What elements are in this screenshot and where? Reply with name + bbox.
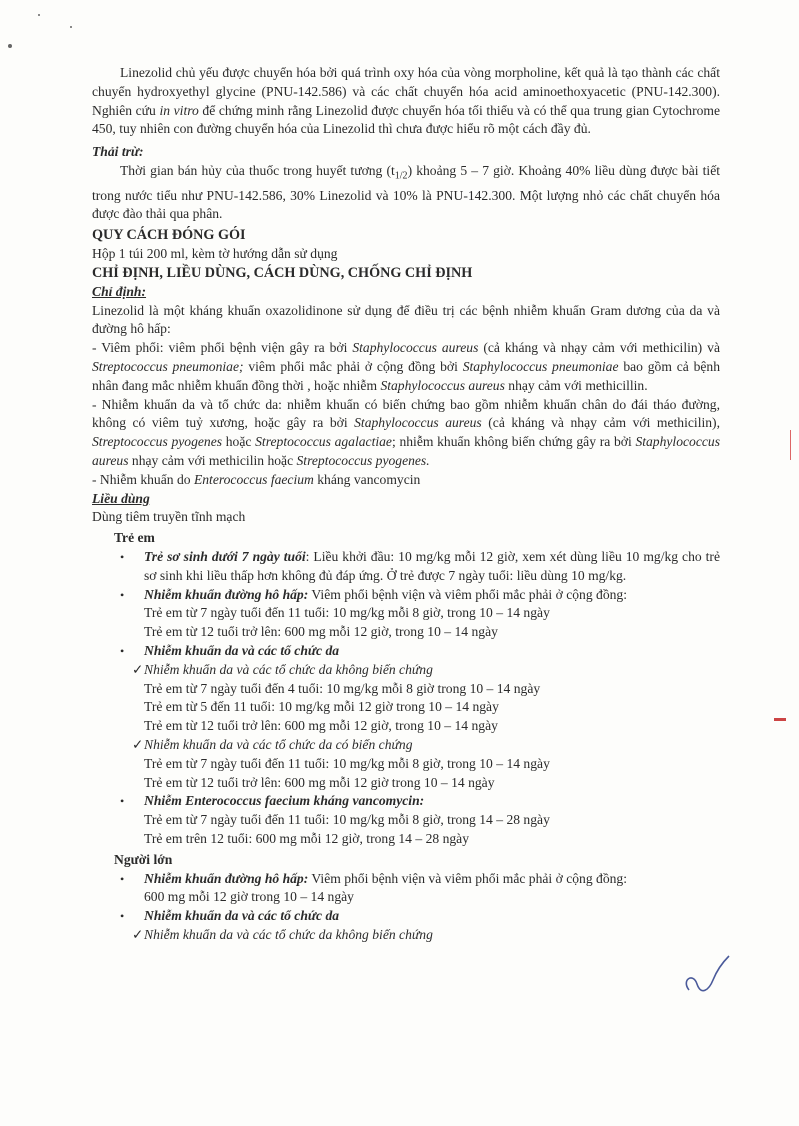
text-run: Nhiễm khuẩn da và các tổ chức da	[144, 908, 340, 924]
text-run: - Nhiễm khuẩn do	[92, 471, 194, 487]
signature-scribble	[679, 950, 739, 1010]
indication-section-title: CHỈ ĐỊNH, LIỀU DÙNG, CÁCH DÙNG, CHỐNG CHỈ ĐỊNH	[92, 264, 473, 281]
scan-speck	[38, 14, 40, 16]
dose-line: Trẻ em trên 12 tuổi: 600 mg mỗi 12 giờ, trong 14 – 28 ngày	[144, 831, 469, 846]
document-page	[92, 64, 720, 945]
text-run: (cả kháng và nhạy cảm với methicilin) và	[478, 340, 720, 356]
scan-speck	[8, 44, 12, 48]
bullet-icon: •	[120, 794, 125, 809]
dose-line: Trẻ em từ 7 ngày tuổi đến 11 tuổi: 10 mg/kg mỗi 8 giờ, trong 14 – 28 ngày	[144, 812, 550, 828]
text-run: Staphylococcus aureus	[92, 434, 720, 469]
dose-children-skin-complicated	[92, 736, 720, 755]
indication-item-enterococcus	[92, 471, 720, 490]
dose-adult-resp	[92, 870, 720, 889]
dose-line: 600 mg mỗi 12 giờ trong 10 – 14 ngày	[144, 889, 354, 905]
text-run: hoặc	[222, 434, 256, 450]
text-run: Linezolid chủ yếu được chuyển hóa bởi quá trình oxy hóa của vòng morpholine, kết quả là tạo thành các chất chuyển hydroxyethyl glycine (PNU-142.586) và các chất chuyển hóa acid aminoethoxyacetic (PNU-142.300). Nghiên cứu	[92, 65, 720, 118]
dosage-route: Dùng tiêm truyền tĩnh mạch	[92, 509, 246, 525]
dose-line: Trẻ em từ 7 ngày tuổi đến 11 tuổi: 10 mg/kg mỗi 8 giờ, trong 10 – 14 ngày	[144, 605, 550, 621]
indication-intro: Linezolid là một kháng khuẩn oxazolidinone sử dụng để điều trị các bệnh nhiễm khuẩn Gram dương của da và đường hô hấp:	[92, 302, 720, 337]
text-run: Staphylococcus pneumoniae	[462, 359, 619, 375]
dose-line: Trẻ em từ 7 ngày tuổi đến 4 tuổi: 10 mg/kg mỗi 8 giờ trong 10 – 14 ngày	[144, 680, 541, 696]
text-run: Nhiễm khuẩn đường hô hấp:	[144, 870, 309, 886]
scan-edge-mark	[790, 430, 791, 460]
dose-children-enterococcus	[92, 792, 720, 811]
metabolism-paragraph	[92, 64, 720, 139]
text-run: in vitro	[159, 102, 199, 118]
text-run: ) khoảng 5 – 7 giờ. Khoảng 40% liều dùng được bài tiết trong nước tiểu như PNU-142.586, 30% Linezolid và 10% là PNU-142.300. Một lượng nhỏ các chất chuyển hóa được đào thải qua phân.	[92, 162, 721, 222]
check-icon: ✓	[132, 737, 144, 753]
scan-edge-mark	[774, 718, 786, 721]
text-run: 1/2	[394, 170, 408, 182]
text-run: - Viêm phổi: viêm phổi bệnh viện gây ra bởi	[92, 340, 353, 356]
dose-adult-skin-uncomplicated	[92, 926, 720, 945]
text-run: Nhiễm khuẩn da và các tổ chức da không biến chứng	[144, 926, 433, 942]
elimination-title: Thải trừ:	[92, 144, 144, 160]
text-run: Staphylococcus aureus	[354, 415, 482, 431]
dose-line: Trẻ em từ 12 tuổi trở lên: 600 mg mỗi 12 giờ trong 10 – 14 ngày	[144, 774, 495, 790]
text-run: Nhiễm Enterococcus faecium kháng vancomycin:	[144, 793, 425, 809]
bullet-icon: •	[120, 587, 125, 602]
text-run: (cả kháng và nhạy cảm với methicilin),	[481, 415, 720, 431]
bullet-icon: •	[120, 644, 125, 659]
dose-children-skin	[92, 642, 720, 661]
text-run: nhạy cảm với methicillin.	[504, 377, 648, 393]
text-run: Thời gian bán hủy của thuốc trong huyết tương (t	[120, 162, 395, 178]
text-run: Nhiễm khuẩn da và các tổ chức da	[144, 643, 340, 659]
adults-title: Người lớn	[114, 851, 173, 867]
dose-line: Trẻ em từ 12 tuổi trở lên: 600 mg mỗi 12 giờ, trong 10 – 14 ngày	[144, 718, 498, 734]
check-icon: ✓	[132, 661, 144, 677]
children-title: Trẻ em	[114, 530, 155, 546]
text-run: để chứng minh rằng Linezolid được chuyển hóa tối thiểu và có thể qua trung gian Cytochrome 450, tuy nhiên con đường chuyển hóa của Linezolid thì chưa được hiểu rõ một cách đầy đủ.	[92, 102, 721, 137]
dosage-title: Liều dùng	[92, 490, 150, 506]
dose-children-resp	[92, 586, 720, 605]
text-run: Staphylococcus aureus	[380, 377, 505, 393]
elimination-paragraph	[92, 162, 720, 224]
text-run: Trẻ sơ sinh dưới 7 ngày tuổi	[144, 549, 306, 565]
packaging-title: QUY CÁCH ĐÓNG GÓI	[92, 227, 246, 244]
text-run: Streptococcus pyogenes	[92, 434, 223, 450]
text-run: Staphylococcus aureus	[352, 340, 479, 356]
text-run: Nhiễm khuẩn da và các tổ chức da không biến chứng	[144, 661, 433, 677]
dose-line: Trẻ em từ 12 tuổi trở lên: 600 mg mỗi 12 giờ, trong 10 – 14 ngày	[144, 624, 498, 640]
bullet-icon: •	[120, 871, 125, 886]
dose-line: Trẻ em từ 7 ngày tuổi đến 11 tuổi: 10 mg/kg mỗi 8 giờ, trong 10 – 14 ngày	[144, 755, 550, 771]
text-run: Nhiễm khuẩn đường hô hấp:	[144, 586, 309, 602]
dose-line: Trẻ em từ 5 đến 11 tuổi: 10 mg/kg mỗi 12 giờ trong 10 – 14 ngày	[144, 699, 499, 715]
indication-item-skin	[92, 396, 720, 471]
scan-speck	[70, 26, 72, 28]
dose-neonate	[92, 548, 720, 586]
dose-children-skin-uncomplicated	[92, 661, 720, 680]
text-run: Viêm phổi bệnh viện và viêm phổi mắc phải ở cộng đồng:	[308, 870, 627, 886]
text-run: Nhiễm khuẩn da và các tổ chức da có biến chứng	[144, 737, 413, 753]
indication-subtitle: Chỉ định:	[92, 283, 147, 299]
text-run: Enterococcus faecium	[193, 471, 314, 487]
text-run: viêm phổi mắc phải ở cộng đồng bởi	[243, 359, 463, 375]
text-run: nhạy cảm với methicilin hoặc	[128, 453, 297, 469]
indication-item-pneumonia	[92, 339, 720, 395]
bullet-icon: •	[120, 550, 125, 565]
text-run: bao gồm cả bệnh nhân đang mắc nhiễm khuẩn đồng thời , hoặc nhiễm	[92, 359, 721, 393]
text-run: Streptococcus pyogenes.	[296, 453, 430, 469]
dose-adult-skin	[92, 907, 720, 926]
text-run: Streptococcus agalactiae	[255, 434, 392, 450]
text-run: - Nhiễm khuẩn da và tổ chức da: nhiễm khuẩn có biến chứng bao gồm nhiễm khuẩn chân do đái tháo đường, không có viêm tuỷ xương, hoặc gây ra bởi	[92, 396, 720, 431]
text-run: Streptococcus pneumoniae;	[92, 359, 244, 375]
bullet-icon: •	[120, 909, 125, 924]
packaging-text: Hộp 1 túi 200 ml, kèm tờ hướng dẫn sử dụng	[92, 246, 338, 262]
text-run: kháng vancomycin	[313, 471, 421, 487]
text-run: ; nhiễm khuẩn không biến chứng gây ra bởi	[391, 434, 636, 450]
text-run: Viêm phổi bệnh viện và viêm phổi mắc phải ở cộng đồng:	[308, 586, 627, 602]
check-icon: ✓	[132, 926, 144, 942]
text-run: : Liều khởi đầu: 10 mg/kg mỗi 12 giờ, xem xét dùng liều 10 mg/kg cho trẻ sơ sinh khi liều thấp hơn không đủ đáp ứng. Ở trẻ được 7 ngày tuổi: liều dùng 10 mg/kg.	[144, 549, 720, 583]
